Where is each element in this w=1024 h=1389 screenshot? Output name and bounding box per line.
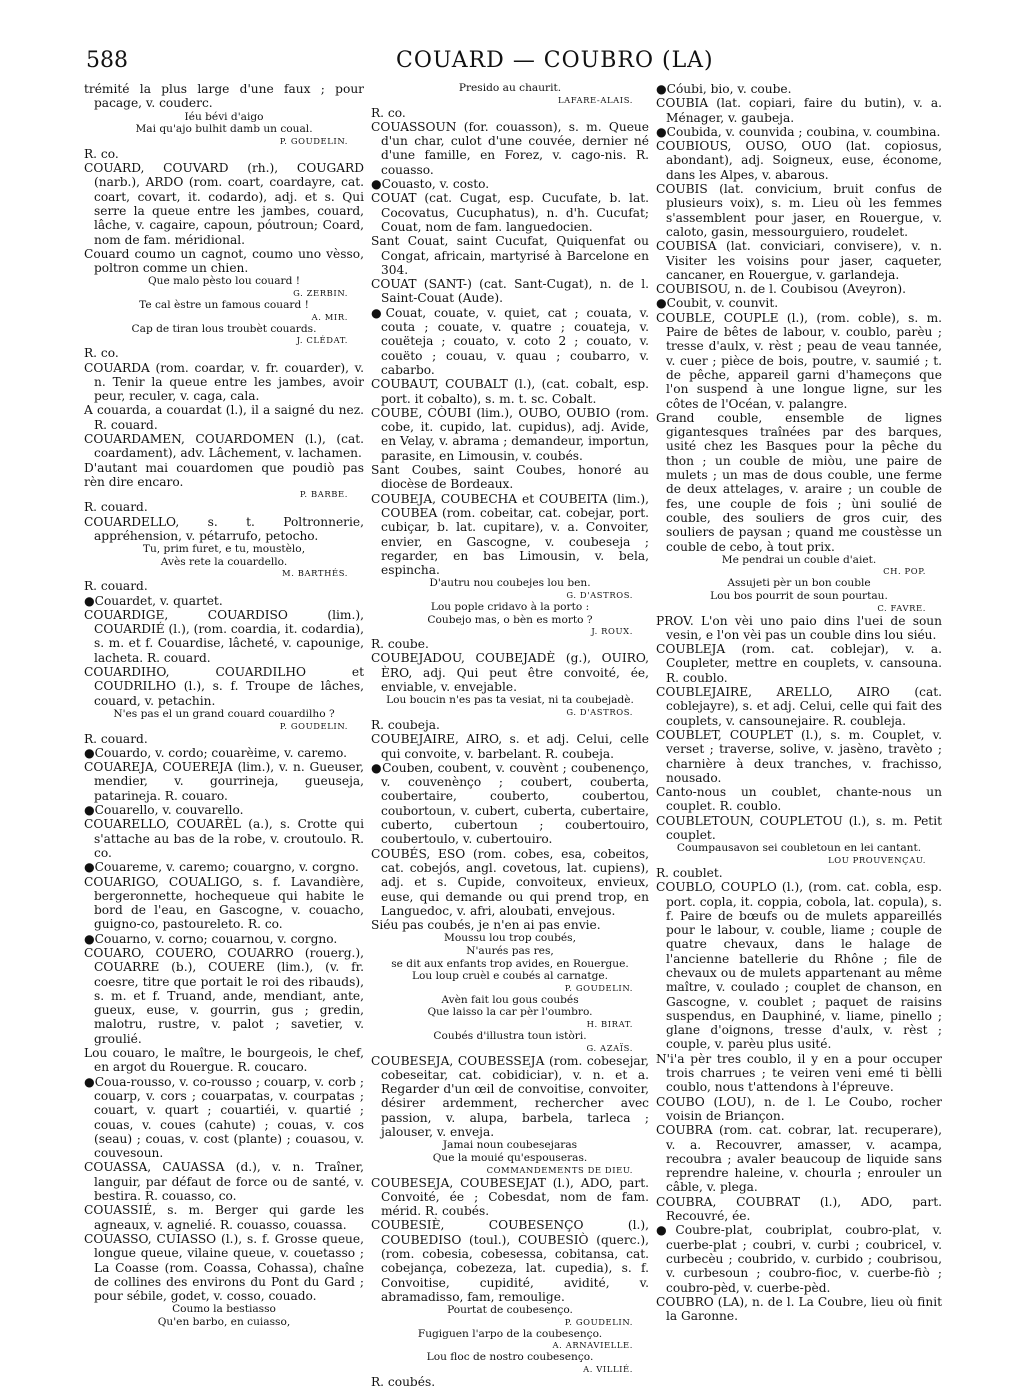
quotation-line: Jamai noun coubesejaras [442,1139,578,1152]
entry-paragraph: COUBIS (lat. convicium, bruit confus de plusieurs voix), s. m. Lieu où les femmes s'assemblent pour jaser, en Rouergue, v. caloto, gasin, messourguiero, roudelet. [656,182,942,239]
quotation-line: Lou bos pourrit de soun pourtau. [710,589,888,602]
quotation-attribution: C. FAVRE. [877,602,926,613]
quotation-attribution: G. D'ASTROS. [566,589,633,600]
quotation-attribution: P. GOUDELIN. [564,1316,633,1327]
entry-paragraph: ●Couardet, v. quartet. [84,593,223,608]
entry-paragraph: PROV. L'on vèi uno paio dins l'uei de soun vesin, e l'on vèi pas un couble dins lou siéu. [656,613,942,642]
entry-paragraph: COUBÉS, ESO (rom. cobes, esa, cobeitos, cat. cobejós, angl. covetous, lat. cupiens), adj. et s. Cupide, convoiteux, envieux, euse, qui demande ou qui prend trop, en Languedoc, v. afri, aloubati, envejous. [371,846,649,918]
entry-paragraph: ●Cóubi, bio, v. coube. [656,82,792,96]
entry-paragraph: ●Couarello, v. couvarello. [84,803,244,818]
entry-paragraph: COUAREJA, COUEREJA (lim.), v. n. Gueuser, mendier, v. gourrineja, gueuseja, patarineja. R. couaro. [84,760,364,803]
entry-paragraph: COUBISA (lat. conviciari, convisere), v. n. Visiter les voisins pour jaser, caqueter, cancaner, en Rouergue, v. garlandeja. [656,239,942,282]
quotation-attribution: CH. POP. [883,566,926,577]
quotation-line: Lou floc de nostro coubesenço. [426,1351,594,1364]
page-number: 588 [86,48,128,73]
quotation-attribution: A. ARNAVIELLE. [552,1340,633,1351]
entry-paragraph: COUARO, COUERO, COUARRO (rouerg.), COUARRE (b.), COUERE (lim.), (v. fr. coesre, titre que portait le roi des ribauds), s. m. et f. Truand, ande, mendiant, ante, gueux, euse, v. gourrin, gus ; gredin, malotru, rustre, v. palot ; savetier, v. groulié. [84,946,364,1046]
quotation-attribution: P. GOUDELIN. [564,982,633,993]
entry-paragraph: ●Coua-rousso, v. co-rousso ; couarp, v. corb ; couarp, v. cors ; couarpatas, v. courpatas ; couart, v. quart ; couartiéi, v. quartié ; couas, v. coues (cahute) ; couas, v. cos (seau) ; couas, v. cost (plante) ; couasou, v. couvesoun. [84,1074,364,1161]
entry-paragraph: COUBLE, COUPLE (l.), (rom. coble), s. m. Paire de bêtes de labour, v. coublo, parèu ; tresse d'aulx, v. rèst ; peau de veau tannée, v. cuer ; pièce de bois, poutre, v. saumié ; t. de pêche, appareil garni d'hameçons que l'on suspend à une longue ligne, sur les côtes de l'Océan, v. palangre. [656,310,942,411]
quotation-line: Lou boucin n'es pas ta vesiat, ni ta coubejadè. [386,694,634,707]
reference-line: R. coubés. [371,1374,436,1389]
quotation-line: Pourtat de coubesenço. [447,1304,573,1317]
quotation-line: se dit aux enfants trop avides, en Rouergue. [391,957,629,970]
entry-paragraph: COUBRA, COUBRAT (l.), ADO, part. Recouvré, ée. [656,1194,942,1224]
quotation-line: Que laisso la car pèr l'oumbro. [427,1006,593,1019]
entry-paragraph: Sant Couat, saint Cucufat, Quiquenfat ou Congat, africain, martyrisé à Barcelone en 304. [371,234,649,277]
reference-line: R. coublet. [656,865,723,880]
entry-paragraph: COUBISOU, n. de l. Coubisou (Aveyron). [656,282,906,297]
quotation-line: Presido au chaurit. [458,82,562,94]
entry-paragraph: COUBLETOUN, COUPLETOU (l.), s. m. Petit couplet. [656,813,942,843]
quotation-line: Coumo la bestiasso [172,1303,276,1316]
quotation-attribution: LAFARE-ALAIS. [557,94,633,105]
entry-paragraph: COUBLEJA (rom. cat. coblejar), v. a. Coupleter, mettre en couplets, v. cansouna. R. coublo. [656,642,942,685]
entry-paragraph: COUBESEJA, COUBESEJAT (l.), ADO, part. Convoité, ée ; Cobesdat, nom de fam. mérid. R. coubés. [371,1175,649,1219]
quotation-line: Coubés d'illustra toun istòri. [433,1029,587,1042]
entry-paragraph: COUASSIÉ, s. m. Berger qui garde les agneaux, v. agnelié. R. couasso, couassa. [84,1203,364,1232]
entry-paragraph: COUBRA (rom. cat. cobrar, lat. recuperare), v. a. Recouvrer, amasser, v. acampa, recoubra ; avaler beaucoup de liquide sans reprendre haleine, v. chourla ; enrouler un câble, v. plega. [656,1123,942,1195]
entry-paragraph: ●Couben, coubent, v. couvènt ; coubenenço, v. couvenènço ; coubert, couberta, coubertaire, couberto, coubertou, coubortoun, v. cubert, cuberta, cubertaire, cuberto, cubertoun ; coubertouiro, coubertoulo, v. cubertouiro. [371,760,649,847]
quotation-attribution: A. VILLIÉ. [583,1363,633,1374]
entry-paragraph: COUBESIÈ, COUBESENÇO (l.), COUBEDISO (toul.), COUBESIÒ (querc.), (rom. cobesia, cobesessa, cobitansa, cat. cobejança, cobezeza, lat. cupedia), s. f. Convoitise, cupidité, avidité, v. abramadisso, fam, remoulige. [371,1218,649,1304]
reference-line: R. couard. [84,579,148,594]
quotation-attribution: J. CLÉDAT. [296,335,348,346]
entry-paragraph: COUASSA, CAUASSA (d.), v. n. Traîner, languir, par défaut de force ou de santé, v. bestira. R. couasso, co. [84,1160,364,1204]
entry-paragraph: ●Couarno, v. corno; couarnou, v. corgno. [84,931,338,946]
quotation-attribution: J. ROUX. [591,626,633,637]
entry-paragraph: COUBESEJA, COUBESSEJA (rom. cobesejar, cobeseitar, cat. cobidiciar), v. n. et a. Regarder d'un œil de convoitise, convoiter, désirer ardemment, rechercher avec passion, v. alupa, barbela, tarleca ; jalouser, v. enveja. [371,1053,649,1140]
entry-paragraph: COUARDA (rom. coardar, v. fr. couarder), v. n. Tenir la queue entre les jambes, avoir peur, reculer, v. caga, cala. [84,360,364,404]
quotation-line: Qu'en barbo, en cuiasso, [157,1316,291,1329]
quotation-line: N'aurés pas res, [466,945,554,957]
quotation-attribution: LOU PROUVENÇAU. [828,854,926,865]
entry-paragraph: Canto-nous un coublet, chante-nous un couplet. R. coublo. [656,785,942,814]
quotation-line: Moussu lou trop coubés, [444,932,576,945]
quotation-line: Que malo pèsto lou couard ! [147,275,300,288]
entry-paragraph: ●Coubit, v. counvit. [656,296,779,311]
entry-paragraph: COUASSO, CUIASSO (l.), s. f. Grosse queue, longue queue, vilaine queue, v. couetasso ; La Coasse (rom. Coassa, Cohassa), chaîne de collines des environs du Pont du Gard ; pour sébile, godet, v. cosso, couado. [84,1231,364,1304]
entry-paragraph: COUBIA (lat. copiari, faire du butin), v. a. Ménager, v. gaubeja. [656,96,942,125]
entry-paragraph: COUAT (SANT-) (cat. Sant-Cugat), n. de l. Saint-Couat (Aude). [371,277,649,306]
quotation-attribution: A. MIR. [311,311,348,322]
column-middle [371,82,649,1389]
entry-paragraph: COUBLEJAIRE, ARELLO, AIRO (cat. coblejayre), s. et adj. Celui, celle qui fait des couplets, v. cansounejaire. R. coubleja. [656,685,942,728]
entry-paragraph: COUARELLO, COUARÈL (a.), s. Crotte qui s'attache au bas de la robe, v. croutoulo. R. co. [84,817,364,860]
entry-paragraph: N'i'a pèr tres coublo, il y en a pour occuper trois charrues ; te veiren veni emé ti bèlli coublo, nous t'attendons à l'épreuve. [656,1051,942,1095]
quotation-line: Iéu bévi d'aigo [184,110,264,123]
entry-paragraph: COUBLET, COUPLET (l.), s. m. Couplet, v. verset ; traverse, solive, v. jasèno, travèto ; charnière à deux tranches, v. frachisso, nousado. [656,727,942,785]
quotation-line: Lou loup cruèl e coubés al carnatge. [411,970,608,983]
entry-paragraph: Couard coumo un cagnot, coumo uno vèsso, poltron comme un chien. [84,246,364,276]
reference-line: R. co. [371,105,406,120]
quotation-line: N'es pas el un grand couard couardilho ? [113,707,335,720]
reference-line: R. couard. [84,500,148,515]
entry-paragraph: COUBE, CÒUBI (lim.), OUBO, OUBIO (rom. cobe, it. cupido, lat. cupidus), adj. Avide, en Velay, v. abrama ; demandeur, importun, parasite, en Limousin, v. coubés. [371,405,649,463]
entry-paragraph: Sant Coubes, saint Coubes, honoré au diocèse de Bordeaux. [371,463,649,492]
running-title: COUARD — COUBRO (LA) [396,48,714,73]
quotation-attribution: M. BARTHÉS. [282,568,348,579]
entry-paragraph: COUBEJADOU, COUBEJADÈ (g.), OUIRO, ÈRO, adj. Qui peut être convoité, ée, enviable, v. envejable. [371,651,649,695]
entry-paragraph: COUARDAMEN, COUARDOMEN (l.), (cat. coardament), adv. Lâchement, v. lachamen. [84,432,364,461]
entry-paragraph: ●Couardo, v. cordo; couarèime, v. caremo. [84,745,348,760]
quotation-line: Avèn fait lou gous coubés [441,993,579,1006]
entry-paragraph: Siéu pas coubés, je n'en ai pas envie. [371,918,601,933]
entry-paragraph: ●Coubre-plat, coubriplat, coubro-plat, v. cuerbe-plat ; coubri, v. curbi ; coubricel, v. curbecèu ; coubrido, v. curbido ; coubrisou, v. curbesoun ; coubro-fioc, v. cuerbe-fiò ; coubro-pèd, v. cuerbe-pèd. [656,1223,942,1295]
quotation-line: Coumpausavon sei coubletoun en lei cantant. [676,842,922,855]
entry-paragraph: COUARDIHO, COUARDILHO et COUDRILHO (l.), s. f. Troupe de lâches, couard, v. petachin. [84,665,364,708]
entry-paragraph: Lou couaro, le maître, le bourgeois, le chef, en argot du Rouergue. R. coucaro. [84,1046,364,1075]
entry-paragraph: COUARDIGE, COUARDISO (lim.), COUARDIÉ (l.), (rom. coardia, it. codardia), s. m. et f. Couardise, lâcheté, v. capounige, lacheta. R. couard. [84,607,364,665]
entry-paragraph: COUBAUT, COUBALT (l.), (cat. cobalt, esp. port. it cobalto), s. m. t. sc. Cobalt. [371,377,649,406]
entry-paragraph: COUBLO, COUPLO (l.), (rom. cat. cobla, esp. port. copla, it. coppia, cobola, lat. copula), s. f. Paire de bœufs ou de mulets appareillés pour le labour, v. couble, liame ; couple de quatre chevaux, dans le halage de l'ancienne batellerie du Rhône ; file de chevaux ou de mulets appartenant au même maître, v. coulado ; couplet de chanson, en Gascogne, v. coublet ; paquet de raisins suspendus, en Dauphiné, v. liame, pinello ; glane d'oignons, tresse d'aulx, v. rèst ; couple, v. parèu plus usité. [656,880,942,1052]
quotation-line: Que la mouié qu'espouseras. [432,1151,588,1164]
quotation-line: Me pendrai un couble d'aiet. [721,553,877,566]
reference-line: R. coube. [371,637,429,652]
column-left [84,82,364,1329]
quotation-line: D'autru nou coubejes lou ben. [429,577,591,590]
quotation-attribution: P. BARBE. [299,489,348,500]
entry-paragraph: COUBIOUS, OUSO, OUO (lat. copiosus, abondant), adj. Soigneux, euse, économe, dans les Alpes, v. abarous. [656,139,942,182]
entry-paragraph: COUARD, COUVARD (rh.), COUGARD (narb.), ARDO (rom. coart, coardayre, cat. coart, covart, it. codardo), adj. et s. Qui serre la queue entre les jambes, couard, lâche, v. cagaire, capoun, póutroun; Coard, nom de fam. méridional. [84,161,364,247]
entry-paragraph: COUBEJAIRE, AIRO, s. et adj. Celui, celle qui convoite, v. barbelant. R. coubeja. [371,732,649,761]
quotation-attribution: G. AZAÏS. [586,1042,633,1053]
reference-line: R. coubeja. [371,717,440,732]
quotation-attribution: P. GOUDELIN. [279,135,348,146]
entry-paragraph: COUARDELLO, s. t. Poltronnerie, appréhension, v. pétarrufo, petocho. [84,514,364,543]
quotation-line: Mai qu'ajo bulhit damb un coual. [135,123,313,136]
entry-paragraph: COUBRO (LA), n. de l. La Coubre, lieu où finit la Garonne. [656,1294,942,1324]
reference-line: R. co. [84,346,119,361]
entry-paragraph: ●Couasto, v. costo. [371,177,490,192]
reference-line: D'autant mai couardomen que poudiò pas rèn dire encaro. [84,460,364,489]
quotation-line: Avès rete la couardello. [160,555,288,568]
entry-paragraph: COUASSOUN (for. couasson), s. m. Queue d'un char, culot d'une couvée, dernier né d'une famille, en Forez, v. cago-nis. R. couasso. [371,119,649,177]
entry-paragraph: COUBEJA, COUBECHA et COUBEITA (lim.), COUBEA (rom. cobeitar, cat. cobejar, port. cubiçar, b. lat. cupitare), v. a. Convoiter, envier, en Gascogne, v. coubeseja ; regarder, en bas Limousin, v. bela, espincha. [371,491,649,578]
entry-paragraph: trémité la plus large d'une faux ; pour pacage, v. couderc. [84,82,364,111]
quotation-line: Te cal èstre un famous couard ! [139,299,309,312]
entry-paragraph: COUAT (cat. Cugat, esp. Cucufate, b. lat. Cocovatus, Cucuphatus), n. d'h. Cucufat; Couat, nom de fam. languedocien. [371,191,649,234]
quotation-line: Coubejo mas, o bèn es morto ? [427,613,593,626]
column-right [656,82,942,1324]
quotation-attribution: COMMANDEMENTS DE DIEU. [486,1164,633,1175]
entry-paragraph: COUBO (LOU), n. de l. Le Coubo, rocher voisin de Briançon. [656,1094,942,1123]
entry-paragraph: ●Coubida, v. counvida ; coubina, v. coumbina. [656,124,941,139]
entry-paragraph: Grand couble, ensemble de lignes gigantesques traînées par des barques, usité chez les Basques pour la pêche du thon ; un couble de miòu, une paire de mulets ; un mas de dous couble, une ferme de deux attelages, v. araire ; un couble de fes, une couple de fois ; ùni soulié de couble, des souliers de gros cuir, des souliers de paysan ; quand me coustèsse un couble de cebo, à tout prix. [656,410,942,554]
reference-line: R. co. [84,146,119,161]
quotation-attribution: G. D'ASTROS. [566,706,633,717]
quotation-attribution: G. ZERBIN. [293,288,348,299]
quotation-line: Tu, prim furet, e tu, moustèlo, [142,543,306,556]
entry-paragraph: ●Couat, couate, v. quiet, cat ; couata, v. couta ; couate, v. quatre ; couateja, v. couëteja ; couato, v. coto 2 ; couato, v. couëto ; couau, v. quau ; coubarro, v. cabarbo. [371,305,649,377]
quotation-line: Lou pople cridavo à la porto : [430,600,590,613]
quotation-line: Cap de tiran lous troubèt couards. [131,322,317,335]
quotation-line: Fugiguen l'arpo de la coubesenço. [417,1327,603,1340]
quotation-attribution: P. GOUDELIN. [279,720,348,731]
entry-paragraph: COUARIGO, COUALIGO, s. f. Lavandière, bergeronnette, hochequeue qui habite le bord de l'eau, en Gascogne, v. couacho, guigno-co, pastoureleto. R. co. [84,874,364,932]
entry-paragraph: ●Couareme, v. caremo; couargno, v. corgno. [84,860,359,875]
quotation-attribution: H. BIRAT. [586,1018,633,1029]
reference-line: R. couard. [84,731,148,746]
quotation-line: Assujeti pèr un bon couble [727,577,871,590]
entry-paragraph: A couarda, a couardat (l.), il a saigné du nez. R. couard. [84,403,364,432]
